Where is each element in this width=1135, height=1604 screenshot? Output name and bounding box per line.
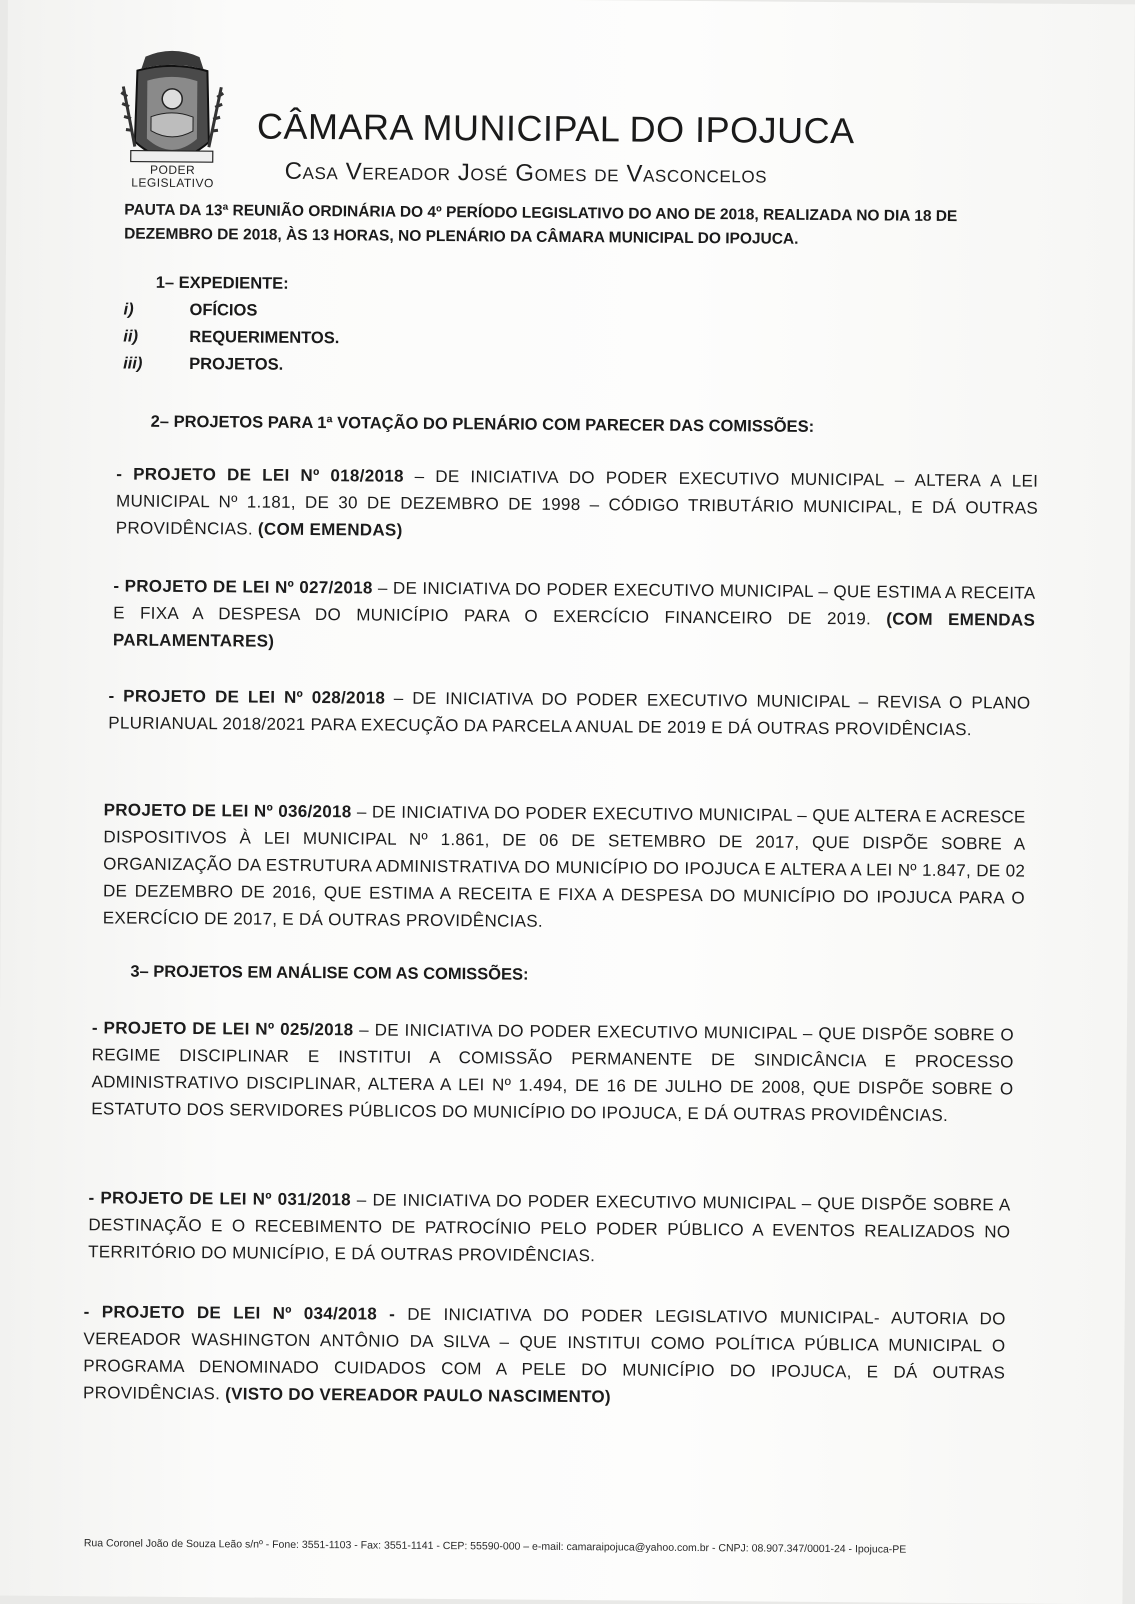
project-entry [113,572,1036,660]
list-item-roman: iii) [123,354,142,373]
logo-caption-line2: LEGISLATIVO [112,176,232,190]
list-item-label: PROJETOS. [189,355,283,375]
list-item-label: OFÍCIOS [189,301,257,321]
list-item [123,354,523,379]
project-prefix: - [113,576,124,595]
project-name: PROJETO DE LEI Nº 027/2018 [125,577,373,598]
project-name: PROJETO DE LEI Nº 028/2018 [123,687,385,708]
section-1-heading: 1– EXPEDIENTE: [156,274,289,294]
logo-caption-line1: PODER [113,163,233,177]
project-description: – DE INICIATIVA DO PODER EXECUTIVO MUNICIPAL – REVISA O PLANO PLURIANUAL 2018/2021 PARA EXECUÇÃO DA PARCELA ANUAL DE 2019 E DÁ OUTRAS PROVIDÊNCIAS. [108,689,1030,740]
project-prefix: - [116,464,133,483]
project-description: – DE INICIATIVA DO PODER EXECUTIVO MUNICIPAL – QUE ESTIMA A RECEITA E FIXA A DESPESA DO MUNICÍPIO PARA O EXERCÍCIO FINANCEIRO DE 2019. [113,578,1035,628]
project-prefix: - [108,686,123,705]
project-prefix: - [89,1188,101,1207]
logo-caption [112,163,232,190]
project-entry [91,1014,1014,1129]
section-2-heading: 2– PROJETOS PARA 1ª VOTAÇÃO DO PLENÁRIO COM PARECER DAS COMISSÕES: [151,413,815,437]
project-name: PROJETO DE LEI Nº 031/2018 [100,1188,351,1209]
section-3-heading: 3– PROJETOS EM ANÁLISE COM AS COMISSÕES: [130,963,528,985]
project-name: PROJETO DE LEI Nº 036/2018 [104,800,352,821]
list-item [123,300,523,325]
agenda-intro: PAUTA DA 13ª REUNIÃO ORDINÁRIA DO 4º PERÍODO LEGISLATIVO DO ANO DE 2018, REALIZADA NO DIA 18 DE DEZEMBRO DE 2018, ÀS 13 HORAS, NO PLENÁRIO DA CÂMARA MUNICIPAL DO IPOJUCA. [124,198,1034,253]
project-prefix: - [84,1302,102,1321]
project-entry [116,460,1039,548]
institution-title: CÂMARA MUNICIPAL DO IPOJUCA [257,106,855,153]
project-description: – DE INICIATIVA DO PODER EXECUTIVO MUNICIPAL – QUE DISPÕE SOBRE O REGIME DISCIPLINAR E INSTITUI A COMISSÃO PERMANENTE DE SINDICÂNCIA E PROCESSO ADMINISTRATIVO DISCIPLINAR, ALTERA A LEI Nº 1.494, DE 16 DE JULHO DE 2008, QUE DISPÕE SOBRE O ESTATUTO DOS SERVIDORES PÚBLICOS DO MUNICÍPIO DO IPOJUCA, E DÁ OUTRAS PROVIDÊNCIAS. [91,1020,1014,1125]
list-item-roman: ii) [123,327,138,346]
list-item [123,327,523,352]
project-description: DE INICIATIVA DO PODER LEGISLATIVO MUNICIPAL- AUTORIA DO VEREADOR WASHINGTON ANTÔNIO DA SILVA – QUE INSTITUI COMO POLÍTICA PÚBLICA MUNICIPAL O PROGRAMA DENOMINADO CUIDADOS COM A PELE DO MUNICÍPIO DO IPOJUCA, E DÁ OUTRAS PROVIDÊNCIAS. [83,1305,1006,1404]
list-item-roman: i) [123,300,133,319]
project-name: PROJETO DE LEI Nº 025/2018 [104,1018,354,1039]
project-entry [103,796,1026,938]
list-item-label: REQUERIMENTOS. [189,328,339,348]
institution-subtitle: Casa Vereador José Gomes de Vasconcelos [285,158,768,190]
project-entry [108,682,1030,743]
project-name: PROJETO DE LEI Nº 018/2018 [133,465,404,486]
project-description: – DE INICIATIVA DO PODER EXECUTIVO MUNICIPAL – QUE DISPÕE SOBRE A DESTINAÇÃO E O RECEBIMENTO DE PATROCÍNIO PELO PODER PÚBLICO A EVENTOS REALIZADOS NO TERRITÓRIO DO MUNICÍPIO, E DÁ OUTRAS PROVIDÊNCIAS. [88,1190,1011,1265]
project-description: – DE INICIATIVA DO PODER EXECUTIVO MUNICIPAL – ALTERA A LEI MUNICIPAL Nº 1.181, DE 30 DE DEZEMBRO DE 1998 – CÓDIGO TRIBUTÁRIO MUNICIPAL, E DÁ OUTRAS PROVIDÊNCIAS. [116,467,1039,539]
project-prefix: - [92,1018,104,1037]
project-description: – DE INICIATIVA DO PODER EXECUTIVO MUNICIPAL – QUE ALTERA E ACRESCE DISPOSITIVOS À LEI MUNICIPAL Nº 1.861, DE 06 DE SETEMBRO DE 2017, QUE DISPÕE SOBRE A ORGANIZAÇÃO DA ESTRUTURA ADMINISTRATIVA DO MUNICÍPIO DO IPOJUCA E ALTERA A LEI Nº 1.847, DE 02 DE DEZEMBRO DE 2016, QUE ESTIMA A RECEITA E FIXA A DESPESA DO MUNICÍPIO DO IPOJUCA PARA O EXERCÍCIO DE 2017, E DÁ OUTRAS PROVIDÊNCIAS. [103,802,1026,931]
project-name: PROJETO DE LEI Nº 034/2018 - [102,1302,396,1323]
project-note: (VISTO DO VEREADOR PAULO NASCIMENTO) [225,1384,611,1406]
project-note: (COM EMENDAS) [258,520,403,540]
footer-contact: Rua Coronel João de Souza Leão s/nº - Fone: 3551-1103 - Fax: 3551-1141 - CEP: 55590-000 – e-mail: camaraipojuca@yahoo.com.br - CNPJ: 08.907.347/0001-24 - Ipojuca-PE [84,1537,1044,1557]
project-note: (COM EMENDAS PARLAMENTARES) [113,609,1035,650]
project-entry [83,1298,1006,1413]
project-entry [88,1184,1011,1272]
